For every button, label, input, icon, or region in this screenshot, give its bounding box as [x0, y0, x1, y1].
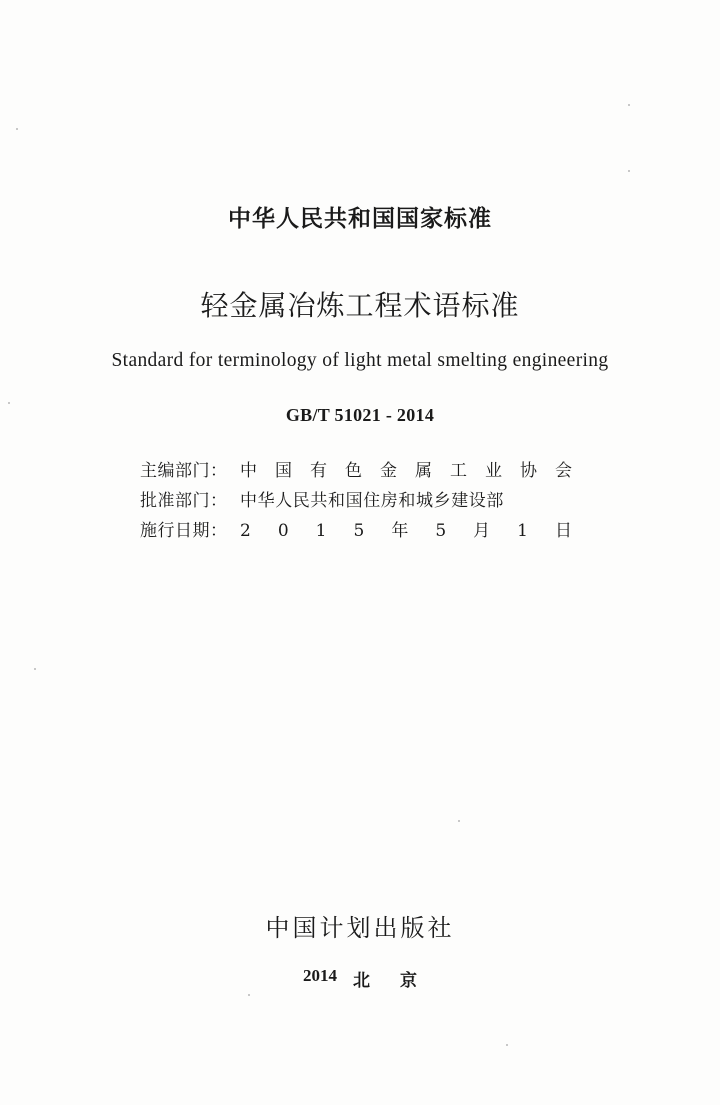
standard-code: GB/T 51021 - 2014 [285, 405, 435, 425]
chief-editor-value: 中 国 有 色 金 属 工 业 协 会 [240, 461, 572, 481]
scan-speck [628, 170, 630, 172]
effective-date-row [140, 516, 580, 546]
publication-city: 北 京 [353, 971, 417, 991]
effective-date-label: 施行日期： [140, 521, 228, 541]
scan-speck [506, 1044, 508, 1046]
standard-title-english: Standard for terminology of light metal smelting engineering [111, 350, 609, 371]
effective-date-value: 2 0 1 5 年 5 月 1 日 [240, 521, 572, 541]
scan-speck [628, 104, 630, 106]
scan-speck [16, 128, 18, 130]
standard-title-chinese: 轻金属冶炼工程术语标准 [200, 289, 520, 322]
publication-year: 2014 [303, 966, 337, 985]
scan-speck [248, 994, 250, 996]
publication-year-city [0, 966, 720, 991]
approver-value: 中华人民共和国住房和城乡建设部 [240, 491, 504, 511]
approver-row [140, 486, 580, 516]
scan-speck [34, 668, 36, 670]
scan-speck [8, 402, 10, 404]
chief-editor-label: 主编部门： [140, 461, 228, 481]
scan-speck [458, 820, 460, 822]
chief-editor-row [140, 456, 580, 486]
publisher-name: 中国计划出版社 [265, 914, 455, 942]
approver-label: 批准部门： [140, 491, 228, 511]
publication-info [140, 456, 580, 546]
series-title: 中华人民共和国国家标准 [228, 206, 492, 232]
